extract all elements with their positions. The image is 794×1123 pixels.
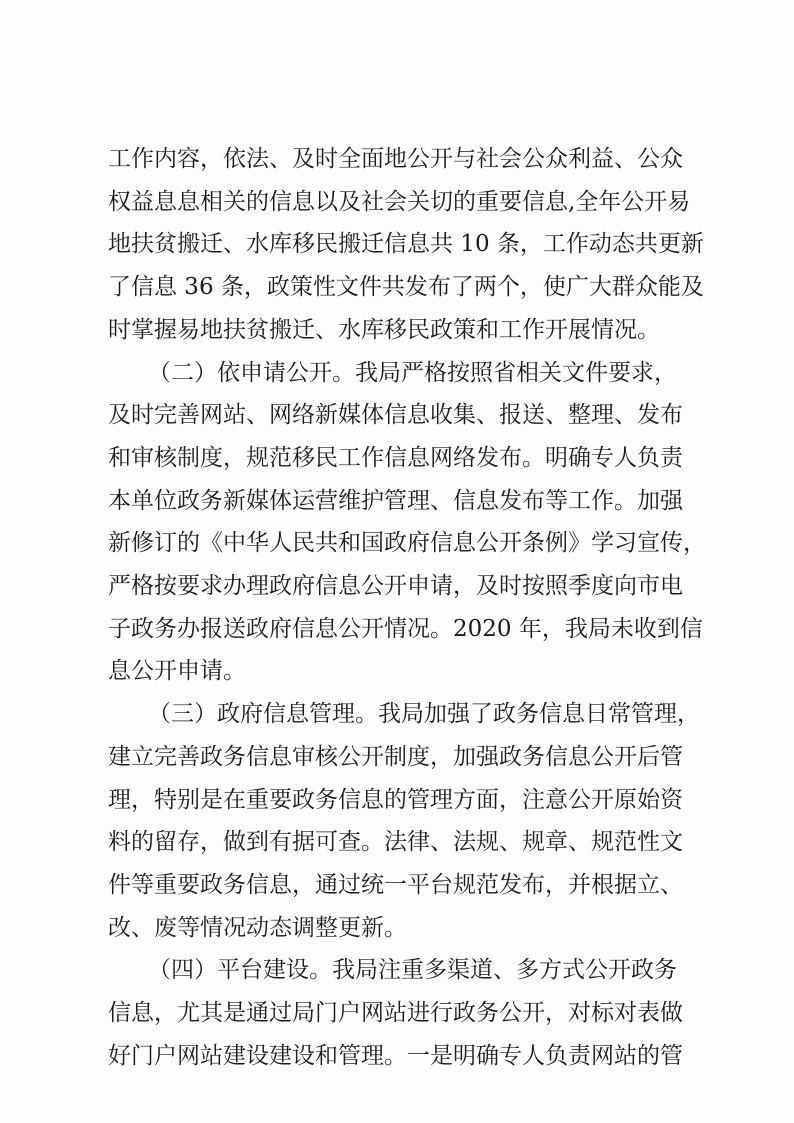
text-line: 严格按要求办理政府信息公开申请，及时按照季度向市电: [108, 573, 683, 599]
text-line: 及时完善网站、网络新媒体信息收集、报送、整理、发布: [108, 402, 683, 428]
text-line: 地扶贫搬迁、水库移民搬迁信息共 10 条，工作动态共更新: [108, 231, 704, 257]
paragraph-heading-line: （三）政府信息管理。我局加强了政务信息日常管理，: [148, 701, 700, 727]
text-line: 新修订的《中华人民共和国政府信息公开条例》学习宣传，: [108, 530, 706, 556]
text-line: 料的留存，做到有据可查。法律、法规、规章、规范性文: [108, 829, 683, 855]
text-line: 工作内容，依法、及时全面地公开与社会公众利益、公众: [108, 146, 683, 172]
text-line: 时掌握易地扶贫搬迁、水库移民政策和工作开展情况。: [108, 317, 660, 343]
text-line: 和审核制度，规范移民工作信息网络发布。明确专人负责: [108, 445, 683, 471]
text-line: 改、废等情况动态调整更新。: [108, 915, 407, 941]
paragraph-heading-line: （四）平台建设。我局注重多渠道、多方式公开政务: [148, 957, 677, 983]
paragraph-heading-line: （二）依申请公开。我局严格按照省相关文件要求，: [148, 360, 677, 386]
text-line: 建立完善政务信息审核公开制度，加强政务信息公开后管: [108, 744, 683, 770]
text-line: 件等重要政务信息，通过统一平台规范发布，并根据立、: [108, 872, 683, 898]
text-line: 权益息息相关的信息以及社会关切的重要信息,全年公开易: [108, 189, 691, 215]
text-line: 息公开申请。: [108, 658, 246, 684]
text-line: 好门户网站建设建设和管理。一是明确专人负责网站的管: [108, 1043, 683, 1069]
text-line: 了信息 36 条，政策性文件共发布了两个，使广大群众能及: [108, 274, 704, 300]
text-line: 子政务办报送政府信息公开情况。2020 年，我局未收到信: [108, 616, 703, 642]
text-line: 信息，尤其是通过局门户网站进行政务公开，对标对表做: [108, 1000, 683, 1026]
text-line: 本单位政务新媒体运营维护管理、信息发布等工作。加强: [108, 488, 683, 514]
text-line: 理，特别是在重要政务信息的管理方面，注意公开原始资: [108, 787, 683, 813]
